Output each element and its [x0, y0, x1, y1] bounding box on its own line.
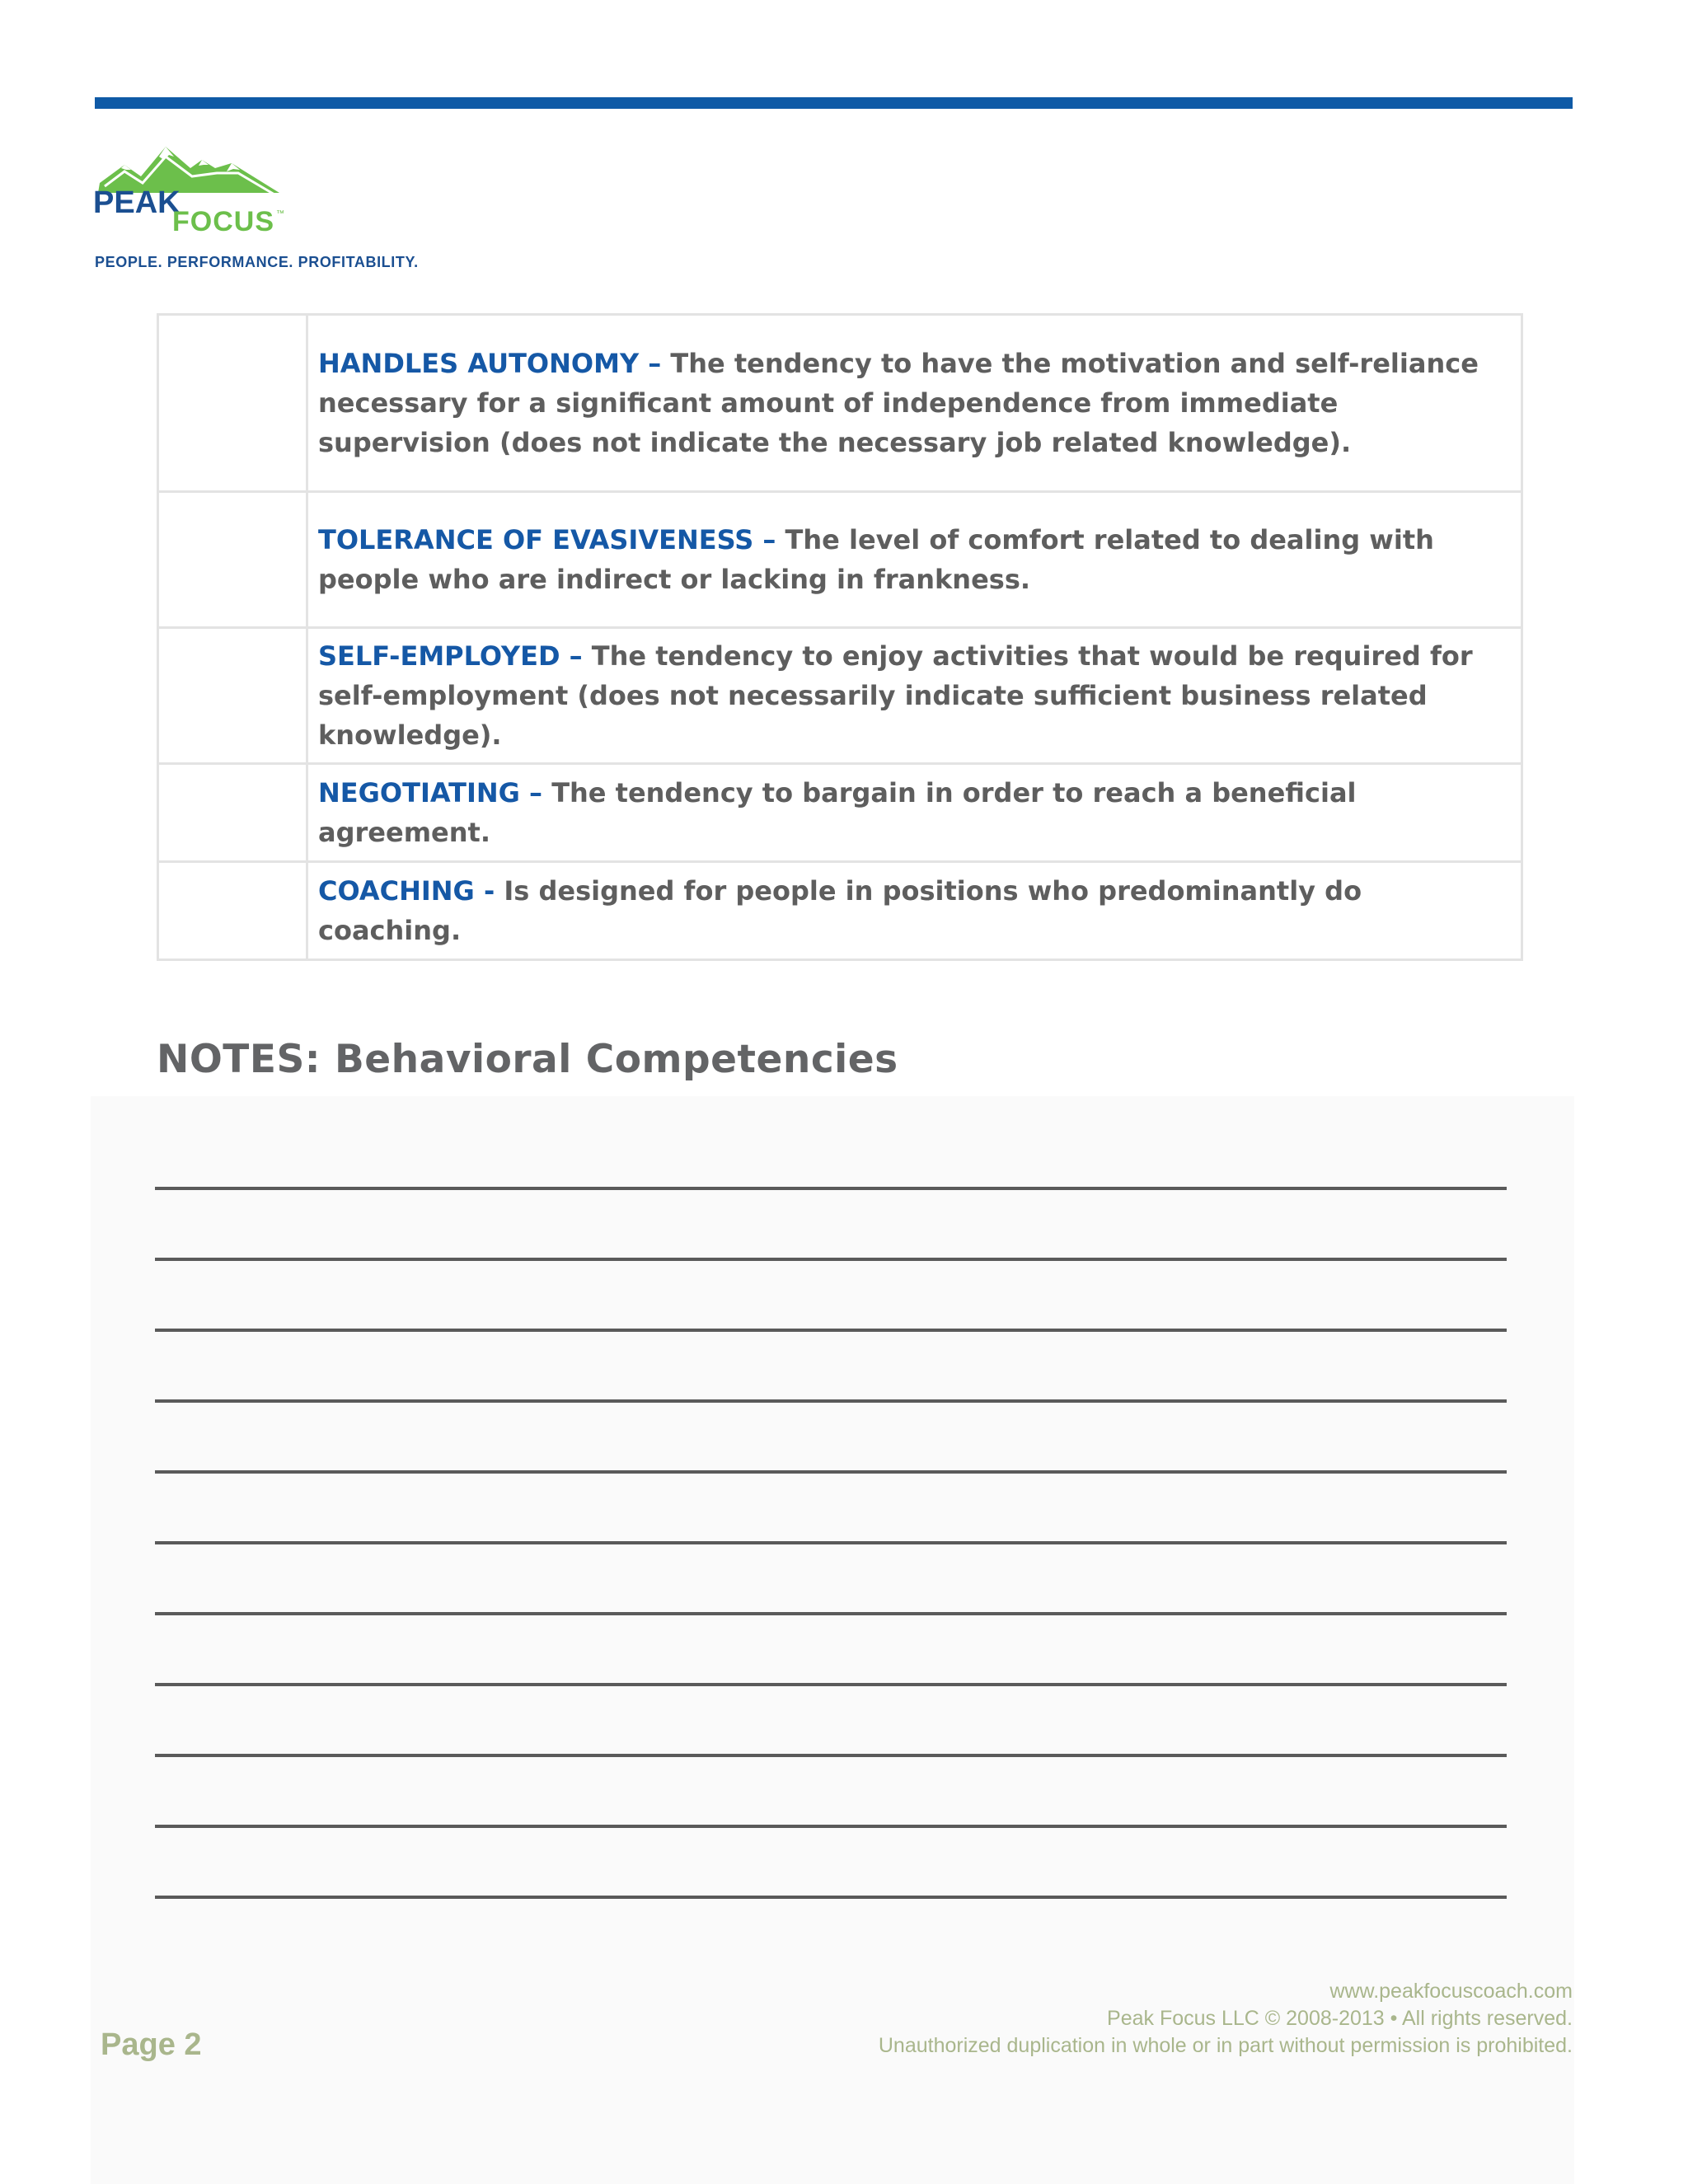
competency-table	[157, 313, 1523, 961]
note-line[interactable]	[155, 1258, 1507, 1261]
logo-peak-text: PEAK	[93, 185, 181, 220]
table-row	[158, 315, 1522, 492]
table-row	[158, 628, 1522, 764]
note-line[interactable]	[155, 1825, 1507, 1828]
table-row	[158, 492, 1522, 628]
page-number: Page 2	[101, 2027, 202, 2062]
table-row	[158, 862, 1522, 960]
notes-title: NOTES: Behavioral Competencies	[157, 1037, 898, 1082]
note-line[interactable]	[155, 1187, 1507, 1190]
footer-disclaimer: Unauthorized duplication in whole or in part without permission is prohibited.	[878, 2034, 1573, 2057]
note-line[interactable]	[155, 1399, 1507, 1403]
note-line[interactable]	[155, 1754, 1507, 1757]
competency-term: SELF-EMPLOYED –	[318, 640, 583, 672]
footer-info	[879, 1978, 1573, 2060]
note-line[interactable]	[155, 1541, 1507, 1544]
competency-description: The tendency to bargain in order to reach a beneficial agreement.	[318, 777, 1357, 848]
competency-cell	[307, 764, 1522, 862]
competency-term: HANDLES AUTONOMY –	[318, 348, 662, 379]
competency-description: The tendency to enjoy activities that would be required for self-employment (does not necessarily indicate sufficient business related knowledge).	[318, 640, 1473, 751]
competency-term: NEGOTIATING –	[318, 777, 543, 808]
rating-cell	[158, 315, 307, 492]
notes-lines	[155, 1187, 1507, 1966]
competency-cell	[307, 492, 1522, 628]
peak-focus-logo	[93, 140, 287, 235]
note-line[interactable]	[155, 1329, 1507, 1332]
rating-cell	[158, 492, 307, 628]
footer-website[interactable]: www.peakfocuscoach.com	[1329, 1980, 1573, 2003]
competency-term: TOLERANCE OF EVASIVENESS –	[318, 524, 776, 555]
rating-cell	[158, 764, 307, 862]
header-rule	[95, 97, 1573, 109]
rating-cell	[158, 862, 307, 960]
rating-cell	[158, 628, 307, 764]
competency-description: The level of comfort related to dealing with people who are indirect or lacking in frankness.	[318, 524, 1434, 595]
note-line[interactable]	[155, 1470, 1507, 1474]
note-line[interactable]	[155, 1683, 1507, 1686]
competency-description: Is designed for people in positions who predominantly do coaching.	[318, 875, 1362, 946]
logo-trademark: ™	[276, 209, 284, 218]
tagline: PEOPLE. PERFORMANCE. PROFITABILITY.	[95, 254, 419, 270]
table-row	[158, 764, 1522, 862]
note-line[interactable]	[155, 1612, 1507, 1615]
competency-description: The tendency to have the motivation and self-reliance necessary for a significant amount of independence from immediate supervision (does not indicate the necessary job related knowledge).	[318, 348, 1479, 458]
competency-term: COACHING -	[318, 875, 495, 907]
competency-cell	[307, 628, 1522, 764]
logo-focus-text: FOCUS	[172, 206, 274, 235]
note-line[interactable]	[155, 1896, 1507, 1899]
footer-copyright: Peak Focus LLC © 2008-2013 • All rights reserved.	[1107, 2007, 1573, 2030]
competency-cell	[307, 862, 1522, 960]
competency-cell	[307, 315, 1522, 492]
